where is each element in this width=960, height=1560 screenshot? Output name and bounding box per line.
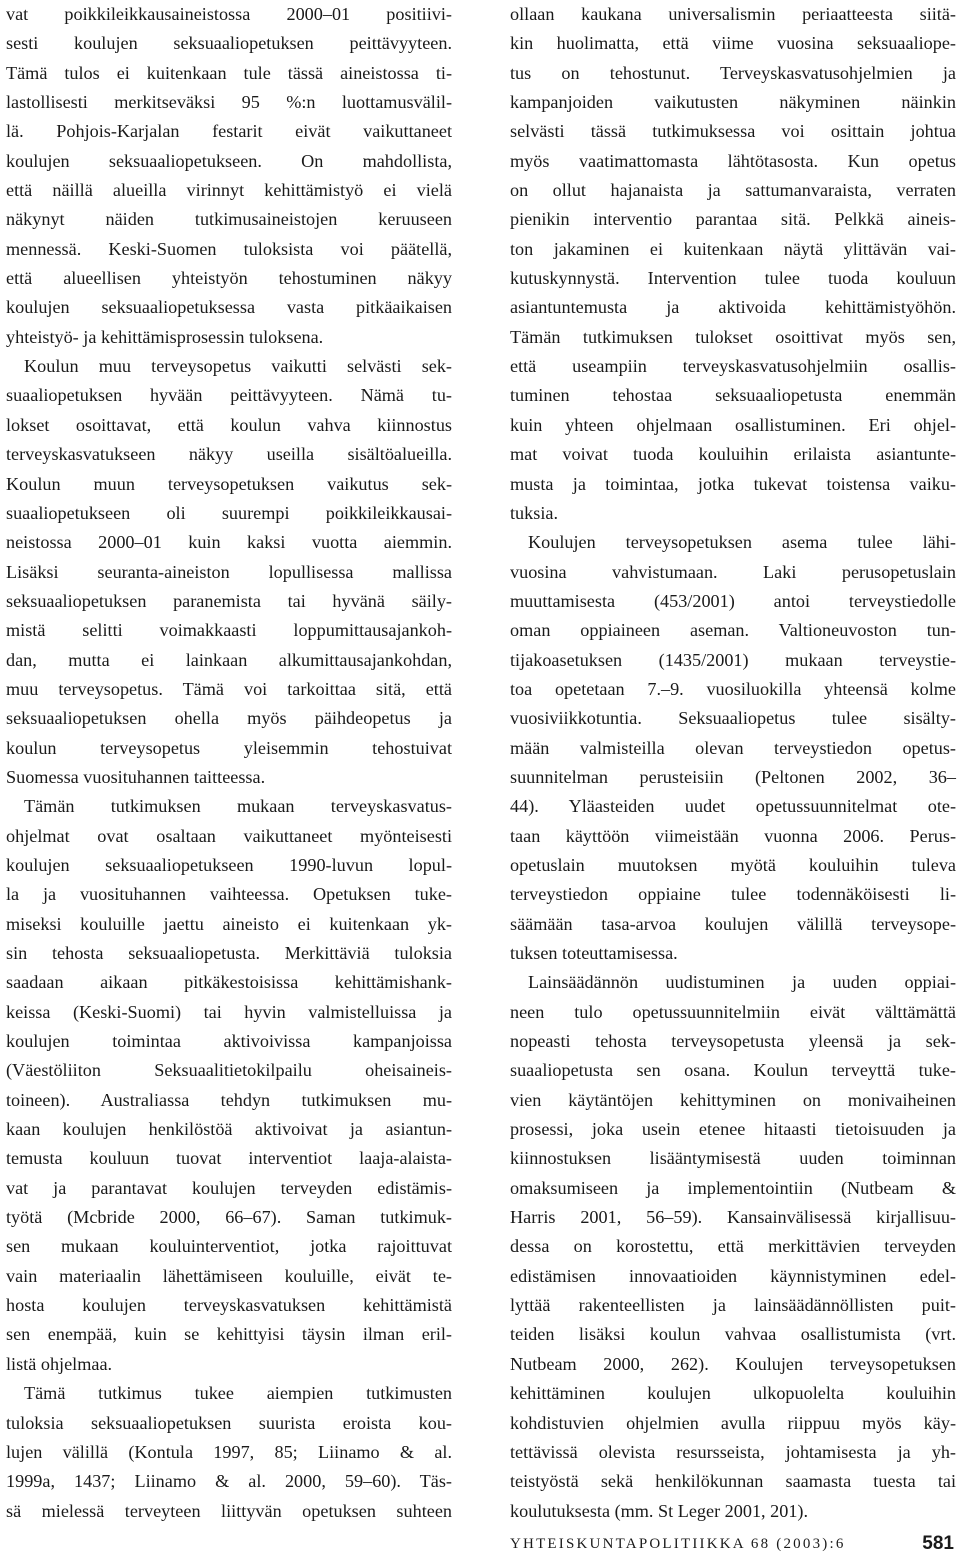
text-line: Nutbeam 2000, 262). Koulujen terveysopetuksen (510, 1353, 956, 1374)
text-line: ohjelmat ovat osaltaan vaikuttaneet myönteisesti (6, 825, 452, 846)
text-line: terveystiedon oppiaine tulee todennäköisesti li- (510, 884, 956, 905)
text-line: lujen välillä (Kontula 1997, 85; Liinamo & al. (6, 1441, 452, 1462)
text-line: vien käytäntöjen kehittyminen on monivaiheinen (510, 1089, 956, 1110)
text-line: näkynyt näiden tutkimusaineistojen keruuseen (6, 209, 452, 230)
text-line: lä. Pohjois-Karjalan festarit eivät vaikuttaneet (6, 121, 452, 142)
text-line: musta ja toimintaa, jotka tukevat toistensa vaiku- (510, 473, 956, 494)
text-line: vat ja parantavat koulujen terveyden edistämis- (6, 1177, 452, 1198)
text-line: seksuaaliopetuksen paranemista tai hyvänä säily- (6, 590, 452, 611)
text-line: toa opetetaan 7.–9. vuosiluokilla yhteensä kolme (510, 678, 956, 699)
text-line: on ollut hajanaista ja sattumanvaraista, verraten (510, 180, 956, 201)
text-line: tijakoasetuksen (1435/2001) mukaan terveystie- (510, 649, 956, 670)
text-line: sen mukaan kouluinterventiot, jotka rajoittuvat (6, 1236, 452, 1257)
text-line: keissa (Keski-Suomi) tai hyvin valmistelluissa ja (6, 1001, 452, 1022)
text-line: dessa on korostettu, että merkittävien terveyden (510, 1236, 956, 1257)
text-line: mat voivat tuoda kouluihin erilaista asiantunte- (510, 444, 956, 465)
text-line: kampanjoiden vaikutusten näkyminen näinkin (510, 92, 956, 113)
text-line: omaksumiseen ja implementointiin (Nutbeam & (510, 1177, 956, 1198)
text-line: muuttamisesta (453/2001) antoi terveystiedolle (510, 590, 956, 611)
text-line: kuin yhteen ohjelmaan osallistuminen. Eri ohjel- (510, 414, 956, 435)
left-column (6, 0, 452, 1526)
text-line: nopeasti tehosta terveysopetusta yleensä ja sek- (510, 1031, 956, 1052)
text-line: prosessi, joka usein etenee hitaasti tietoisuuden ja (510, 1119, 956, 1140)
text-line: dan, mutta ei lainkaan alkumittausajankohdan, (6, 649, 452, 670)
text-line: Tämä tutkimus tukee aiempien tutkimusten (24, 1383, 452, 1404)
text-line: selvästi tässä tutkimuksessa voi osittain johtua (510, 121, 956, 142)
text-line: sin tehosta seksuaaliopetusta. Merkittäviä tuloksia (6, 943, 452, 963)
text-line: miseksi kouluille jaettu aineisto ei kuitenkaan yk- (6, 913, 452, 934)
text-line: Koulujen terveysopetuksen asema tulee lähi- (528, 532, 956, 553)
text-line: 44). Yläasteiden uudet opetussuunnitelmat ote- (510, 796, 956, 817)
text-line: että alueellisen yhteistyön tehostuminen näkyy (6, 268, 452, 289)
text-line: tettävissä olevista resursseista, johtamisesta ja yh- (510, 1441, 956, 1462)
text-line: kaan koulujen henkilöstöä aktivoivat ja asiantun- (6, 1119, 452, 1140)
text-line: neen tulo opetussuunnitelmiin eivät välttämättä (510, 1001, 956, 1022)
text-line: 1999a, 1437; Liinamo & al. 2000, 59–60). Täs- (6, 1471, 452, 1492)
text-line: että useampiin terveyskasvatusohjelmiin osallis- (510, 356, 956, 377)
text-line: (Väestöliiton Seksuaalitietokilpailu oheisaineis- (6, 1060, 452, 1081)
text-line: asiantuntemusta ja aktivoida kehittämistyöhön. (510, 297, 956, 318)
text-line: säämään tasa-arvoa koulujen välillä terveysope- (510, 913, 956, 934)
text-line: kohdistuvien ohjelmien avulla riippuu myös käy- (510, 1412, 956, 1433)
text-line: Koulun muu terveysopetus vaikutti selvästi sek- (24, 356, 452, 377)
text-line: Suomessa vuosituhannen taitteessa. (6, 766, 266, 787)
page-footer (0, 1533, 960, 1559)
text-line: ton jakaminen ei kuitenkaan näytä ylittävän vai- (510, 238, 956, 259)
text-line: vain materiaalin lähettämiseen kouluille, eivät te- (6, 1265, 452, 1286)
text-line: koulujen seksuaaliopetuksessa vasta pitkäaikaisen (6, 297, 452, 318)
journal-title: YHTEISKUNTAPOLITIIKKA 68 (2003):6 (510, 1536, 846, 1552)
text-line: lastollisesti merkitseväksi 95 %:n luottamusvälil- (6, 92, 452, 113)
text-line: myös vaatimattomasta lähtötasosta. Kun opetus (510, 150, 956, 171)
text-line: Lisäksi seuranta-aineiston lopullisessa mallissa (6, 561, 452, 582)
text-line: mennessä. Keski-Suomen tuloksista voi päätellä, (6, 238, 452, 259)
text-line: listä ohjelmaa. (6, 1353, 113, 1374)
text-line: mään valmisteilla olevan terveystiedon opetus- (510, 737, 956, 758)
text-line: seksuaaliopetuksen ohella myös päihdeopetus ja (6, 708, 452, 729)
text-line: vuosiviikkotuntia. Seksuaaliopetus tulee sisälty- (510, 708, 956, 729)
text-line: hosta koulujen terveyskasvatuksen kehittämistä (6, 1295, 452, 1316)
text-line: että näillä alueilla virinnyt kehittämistyö ei vielä (6, 180, 452, 201)
text-line: sesti koulujen seksuaaliopetuksen peittävyyteen. (6, 33, 452, 54)
text-line: tuminen tehostaa seksuaaliopetusta enemmän (510, 385, 956, 406)
text-line: teiden lisäksi koulun vahvaa osallistumista (vrt. (510, 1324, 956, 1345)
page-number: 581 (922, 1533, 954, 1554)
text-line: ollaan kaukana universalismin periaatteesta siitä- (510, 4, 956, 24)
text-line: koulutuksesta (mm. St Leger 2001, 201). (510, 1500, 809, 1521)
text-line: työtä (Mcbride 2000, 66–67). Saman tutkimuk- (6, 1207, 452, 1228)
text-line: la ja vuosituhannen vaihteessa. Opetuksen tuke- (6, 884, 452, 905)
text-line: Tämä tulos ei kuitenkaan tule tässä aineistossa ti- (6, 62, 452, 83)
text-line: Lainsäädännön uudistuminen ja uuden oppiai- (528, 972, 956, 993)
text-line: Koulun muun terveysopetuksen vaikutus sek- (6, 473, 452, 494)
right-column (510, 0, 956, 1526)
text-line: vat poikkileikkausaineistossa 2000–01 positiivi- (6, 4, 452, 24)
text-line: taan käyttöön viimeistään vuonna 2006. Perus- (510, 825, 956, 846)
text-line: Tämän tutkimuksen mukaan terveyskasvatus- (24, 796, 452, 817)
text-line: sä mielessä terveyteen liittyvän opetuksen suhteen (6, 1500, 452, 1521)
text-line: lyttää rakenteellisten ja lainsäädännöllisten puit- (510, 1295, 956, 1316)
text-line: opetuslain muutoksen myötä kouluihin tuleva (510, 854, 956, 875)
text-line: lokset osoittavat, että koulun vahva kiinnostus (6, 414, 452, 435)
text-line: mistä selitti voimakkaasti loppumittausajankoh- (6, 620, 452, 641)
text-line: sen enempää, kuin se kehittyisi täysin ilman eril- (6, 1324, 452, 1345)
text-line: suaaliopetukseen oli suurempi poikkileikkausai- (6, 502, 452, 523)
text-line: tuloksia seksuaaliopetuksen suurista eroista kou- (6, 1412, 452, 1433)
text-line: Tämän tutkimuksen tulokset osoittivat myös sen, (510, 326, 956, 347)
text-line: vuosina vahvistumaan. Laki perusopetuslain (510, 561, 956, 582)
text-line: tuksen toteuttamisessa. (510, 943, 678, 963)
text-line: oman oppiaineen aseman. Valtioneuvoston tun- (510, 620, 956, 641)
text-line: tus on tehostunut. Terveyskasvatusohjelmien ja (510, 62, 956, 83)
text-line: koulujen toimintaa aktivoivissa kampanjoissa (6, 1031, 452, 1052)
text-line: pienikin interventio parantaa sitä. Pelkkä aineis- (510, 209, 956, 230)
text-line: edistämisen innovaatioiden käynnistyminen edel- (510, 1265, 956, 1286)
text-line: yhteistyö- ja kehittämisprosessin tuloksena. (6, 326, 324, 347)
text-line: kin huolimatta, että viime vuosina seksuaaliope- (510, 33, 956, 54)
text-line: suaaliopetuksen hyvään peittävyyteen. Nämä tu- (6, 385, 452, 406)
text-line: koulujen seksuaaliopetukseen. On mahdollista, (6, 150, 452, 171)
text-line: koulujen seksuaaliopetukseen 1990-luvun lopul- (6, 854, 452, 875)
text-line: koulun terveysopetus yleisemmin tehostuivat (6, 737, 452, 758)
text-line: teistyöstä sekä henkilökunnan saamasta tuesta tai (510, 1471, 956, 1492)
text-line: tuksia. (510, 502, 558, 523)
text-line: kiinnostuksen lisääntymisestä uuden toiminnan (510, 1148, 956, 1169)
text-line: terveyskasvatukseen näkyy useilla sisältöalueilla. (6, 444, 452, 465)
text-line: muu terveysopetus. Tämä voi tarkoittaa sitä, että (6, 678, 452, 699)
text-line: Harris 2001, 56–59). Kansainvälisessä kirjallisuu- (510, 1207, 956, 1228)
text-line: suaaliopetusta sen osana. Koulun terveyttä tuke- (510, 1060, 956, 1081)
text-line: toineen). Australiassa tehdyn tutkimuksen mu- (6, 1089, 452, 1110)
text-line: saadaan aikaan pitkäkestoisissa kehittämishank- (6, 972, 452, 993)
text-line: kutuskynnystä. Intervention tulee tuoda kouluun (510, 268, 956, 289)
text-line: kehittäminen koulujen ulkopuolelta kouluihin (510, 1383, 956, 1404)
text-line: neistossa 2000–01 kuin kaksi vuotta aiemmin. (6, 532, 452, 553)
text-line: suunnitelman perusteisiin (Peltonen 2002, 36– (510, 766, 956, 787)
text-line: temusta kouluun tuovat interventiot laaja-alaista- (6, 1148, 452, 1169)
